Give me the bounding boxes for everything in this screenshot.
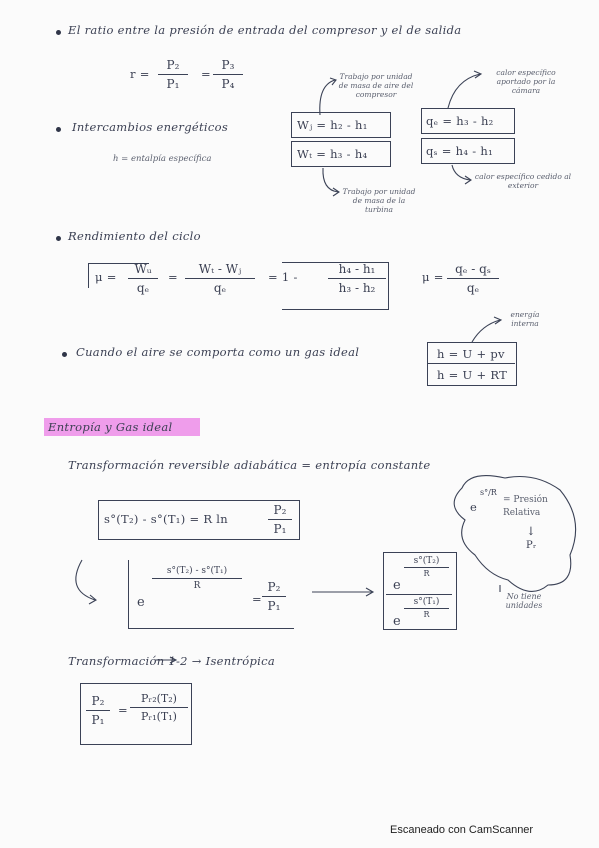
pr-equals: = (118, 703, 128, 717)
eff-num-1: Wᵤ (134, 262, 152, 276)
ratio-bar-1 (158, 74, 188, 75)
calor-aportado-note: calor específico aportado por la cámara (496, 68, 556, 95)
eff-num-3: h₄ - h₁ (338, 262, 376, 276)
exp-ratio-frac (262, 580, 286, 613)
eff-equals: = (168, 270, 178, 284)
eff-bar-1 (128, 278, 158, 279)
eff-den-1: qₑ (136, 281, 150, 296)
pr-left-den: P₁ (91, 713, 105, 728)
eff-frac-2 (185, 262, 255, 295)
cloud-presion-relativa: = Presión Relativa (503, 495, 548, 518)
gas-ideal-text: Cuando el aire se comporta como un gas ideal (76, 345, 360, 359)
exp-ratio-bar (262, 596, 286, 597)
entropy-ln-bar (268, 519, 292, 520)
exp-exponent-bar (152, 578, 242, 579)
ratio-num-2: P₃ (221, 58, 235, 72)
res-exp1 (404, 556, 449, 578)
exp-equals: = (252, 592, 262, 606)
exp-exponent-frac (152, 566, 242, 591)
ratio-equals: = (201, 67, 211, 81)
eff-den-3: h₃ - h₂ (338, 281, 376, 296)
ratio-den-1: P₁ (166, 77, 180, 92)
res-e1: e (393, 578, 401, 593)
qe-equation: qₑ = h₃ - h₂ (426, 114, 494, 128)
res-num-1: s°(T₂) (413, 556, 440, 566)
intercambios-text: Intercambios energéticos (72, 120, 229, 134)
entalpia-note: h = entalpía específica (113, 154, 212, 164)
eff-one-minus: = 1 - (268, 270, 298, 284)
entropy-ln-frac (268, 503, 292, 536)
res-num-2: s°(T₁) (413, 597, 440, 607)
pr-left-frac (86, 694, 110, 727)
exp-exponent-den: R (193, 581, 201, 592)
bullet-1 (56, 30, 61, 35)
pr-right-num: Pᵣ₂(T₂) (141, 692, 177, 705)
entropy-diff-eq: s°(T₂) - s°(T₁) = R ln (104, 512, 228, 526)
isentropica-line: Transformación 1-2 → Isentrópica (68, 654, 275, 668)
cloud-exponent: s°/R (480, 488, 497, 497)
bullet-3 (56, 236, 61, 241)
pr-left-num: P₂ (91, 694, 105, 708)
bullet-2 (56, 127, 61, 132)
ratio-bar-2 (213, 74, 243, 75)
pr-left-bar (86, 710, 110, 711)
ratio-den-2: P₄ (221, 77, 235, 92)
sin-unidades-note: No tiene unidades (505, 592, 543, 610)
eff-bar-2 (185, 278, 255, 279)
res-exp2 (404, 597, 449, 619)
eff-frac-4 (447, 262, 499, 295)
turbina-note: Trabajo por unidad de masa de la turbina (342, 187, 416, 214)
eff-frac-1 (128, 262, 158, 295)
entropia-heading: Entropía y Gas ideal (48, 420, 173, 434)
adiabatica-line: Transformación reversible adiabática = entropía constante (68, 458, 431, 472)
eff-den-2: qₑ (213, 281, 227, 296)
compresor-note: Trabajo por unidad de masa de aire del compresor (338, 72, 414, 99)
eff-num-2: Wₜ - Wⱼ (198, 262, 242, 276)
camscanner-watermark: Escaneado con CamScanner (390, 824, 534, 836)
cloud-e: e (470, 500, 478, 514)
eff-bar-3 (328, 278, 386, 279)
pr-right-bar (130, 707, 188, 708)
eff-frac-3 (328, 262, 386, 295)
entropy-ln-num: P₂ (273, 503, 287, 517)
bullet-4 (62, 352, 67, 357)
exp-exponent-num: s°(T₂) - s°(T₁) (166, 566, 228, 576)
exp-ratio-num: P₂ (267, 580, 281, 594)
wt-equation: Wₜ = h₃ - h₄ (297, 147, 368, 161)
res-divider (386, 594, 452, 595)
calor-cedido-note: calor específico cedido al exterior (474, 172, 572, 190)
res-bar-1 (404, 567, 449, 568)
mu-label: μ = (95, 270, 117, 284)
energia-interna-note: energía interna (510, 310, 540, 328)
res-bar-2 (404, 608, 449, 609)
cloud-down-arrow: ↓ (526, 524, 536, 538)
qs-equation: qₛ = h₄ - h₁ (426, 144, 494, 158)
res-den-2: R (423, 610, 430, 619)
mu-label-2: μ = (422, 270, 444, 284)
res-e2: e (393, 614, 401, 629)
eff-bar-4 (447, 278, 499, 279)
pr-right-frac (130, 692, 188, 723)
wc-equation: Wⱼ = h₂ - h₁ (297, 118, 368, 132)
gas-ideal-divider (427, 363, 515, 364)
pr-right-den: Pᵣ₁(T₁) (141, 710, 177, 724)
eff-den-4: qₑ (466, 281, 480, 296)
r-label: r = (130, 67, 150, 81)
h-urt-equation: h = U + RT (437, 368, 508, 382)
exp-base: e (137, 595, 145, 610)
ratio-fraction-1 (158, 58, 188, 91)
exp-ratio-den: P₁ (267, 599, 281, 614)
res-den-1: R (423, 569, 430, 578)
ratio-fraction-2 (213, 58, 243, 91)
eff-num-4: qₑ - qₛ (455, 262, 491, 276)
entropy-ln-den: P₁ (273, 522, 287, 537)
rendimiento-text: Rendimiento del ciclo (68, 229, 201, 243)
ratio-num-1: P₂ (166, 58, 180, 72)
cloud-pr: Pᵣ (526, 540, 537, 551)
ratio-text: El ratio entre la presión de entrada del compresor y el de salida (68, 23, 462, 37)
h-upv-equation: h = U + pv (437, 347, 505, 361)
